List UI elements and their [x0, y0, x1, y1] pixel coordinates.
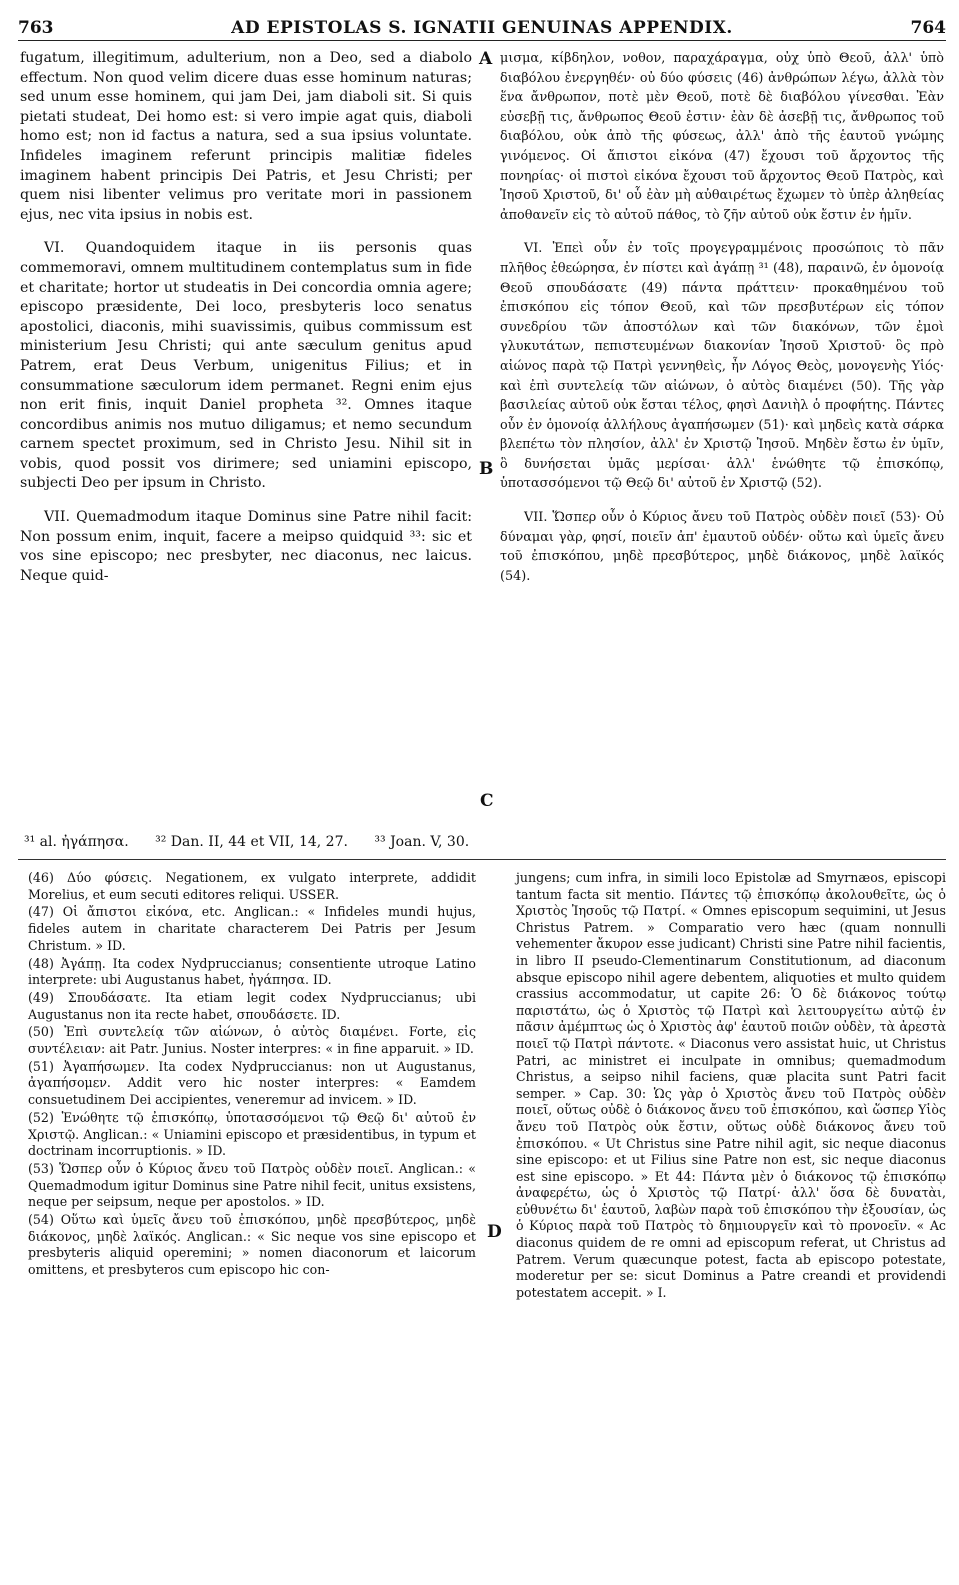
footnote: (46) Δύο φύσεις. Negationem, ex vulgato interprete, addidit Morelius, et eum secuti editores reliqui. USSER.	[28, 870, 476, 902]
margin-marker-a: A	[479, 49, 493, 69]
footnote: (47) Οἱ ἄπιστοι εἰκόνα, etc. Anglican.: « Infideles mundi hujus, fideles autem in charitate characterem Dei Patris per Jesum Christum. » ID.	[28, 904, 476, 953]
footnote: (53) Ὥσπερ οὖν ὁ Κύριος ἄνευ τοῦ Πατρὸς οὐδὲν ποιεῖ. Anglican.: « Quemadmodum igitur Dominus sine Patre nihil fecit, unitus exsistens, neque per seipsum, neque per apostolos. » ID.	[28, 1160, 476, 1210]
page	[18, 10, 946, 1575]
footnote-continuation: jungens; cum infra, in simili loco Epistolæ ad Smyrnæos, episcopi tantum facta sit mentio. Πάντες τῷ ἐπισκόπῳ ἀκολουθεῖτε, ὡς ὁ Χριστὸς Ἰησοῦς τῷ Πατρί. « Omnes episcopum sequimini, ut Jesus Christus Patrem. » Comparatio vero hæc (quam nonnulli vehementer ἄκυρον esse judicant) Christi sine Patre nihil facientis, in libro II pseudo-Clementinarum Constitutionum, ad diaconum absque episcopo nihil agere debentem, aliquoties et multo quidem crassius accommodatur, ut capite 26: Ὁ δὲ διάκονος τούτῳ παριστάτω, ὡς ὁ Χριστὸς τῷ Πατρὶ καὶ λειτουργείτω αὐτῷ ἐν πᾶσιν ἀμέμπτως ὡς ὁ Χριστὸς ἀφ' ἑαυτοῦ ποιῶν οὐδὲν, τὰ ἀρεστὰ ποιεῖ τῷ Πατρὶ πάντοτε. « Diaconus vero assistat huic, ut Christus Patri, ac ministret ei inculpate in omnibus; quemadmodum Christus, a seipso nihil faciens, quæ placita sunt Patri facit semper. » Cap. 30: Ὡς γὰρ ὁ Χριστὸς ἄνευ τοῦ Πατρὸς οὐδὲν ποιεῖ, οὕτως οὐδὲ ὁ διάκονος ἄνευ τοῦ ἐπισκόπου, καὶ ὥσπερ Υἱὸς ἄνευ τοῦ Πατρὸς οὐκ ἔστιν, οὕτως οὐδὲ διάκονος ἄνευ τοῦ ἐπισκόπου. « Ut Christus sine Patre nihil agit, sic neque diaconus sine episcopo: et ut Filius sine Patre non est, sic neque diaconus est sine episcopo. » Et 44: Πάντα μὲν ὁ διάκονος τῷ ἐπισκόπῳ ἀναφερέτω, ὡς ὁ Χριστὸς τῷ Πατρί· ἀλλ' ὅσα δὲ δυνατὰι, εὐθυνέτω δι' ἑαυτοῦ, λαβὼν παρὰ τοῦ ἐπισκόπου τὴν ἐξουσίαν, ὡς ὁ Κύριος παρὰ τοῦ Πατρὸς τὸ δημιουργεῖν καὶ τὸ προνοεῖν. « Ac diaconus quidem de re omni ad episcopum referat, ut Christus ad Patrem. Verum quæcunque potest, facta ab episcopo potestate, moderetur per se: sicut Dominus a Patre creandi et providendi potestatem accepit. » I.	[516, 870, 946, 1300]
footnote: (54) Οὕτω καὶ ὑμεῖς ἄνευ τοῦ ἐπισκόπου, μηδὲ πρεσβύτερος, μηδὲ διάκονος, μηδὲ λαϊκός. Anglican.: « Sic neque vos sine episcopo et presbyteris aliquid operemini; » nomen diaconorum et laicorum omittens, et presbyteros cum episcopo hic con-	[28, 1212, 476, 1278]
reference-note: ³² Dan. II, 44 et VII, 14, 27.	[155, 834, 348, 850]
page-number-right: 764	[910, 18, 946, 38]
reference-notes	[18, 831, 946, 860]
margin-marker-b: B	[479, 459, 494, 479]
greek-paragraph: VII. Ὥσπερ οὖν ὁ Κύριος ἄνευ τοῦ Πατρὸς οὐδὲν ποιεῖ (53)· Οὐ δύναμαι γὰρ, φησί, ποιεῖν ἀπ' ἐμαυτοῦ οὐδέν· οὕτω καὶ ὑμεῖς ἄνευ τοῦ ἐπισκόπου, μηδὲ πρεσβύτερος, μηδὲ διάκονος, μηδὲ λαϊκός (54).	[500, 510, 944, 584]
latin-column	[20, 49, 472, 600]
main-text	[18, 49, 946, 831]
footnotes-right-column	[516, 870, 946, 1301]
footnote: (51) Ἀγαπήσωμεν. Ita codex Nydpruccianus: non ut Augustanus, ἀγαπήσομεν. Addit vero hic noster interpres: « Eamdem consuetudinem Dei accipientes, veneremur ad invicem. » ID.	[28, 1058, 476, 1108]
page-header	[18, 10, 946, 41]
latin-paragraph: fugatum, illegitimum, adulterium, non a Deo, sed a diabolo effectum. Non quod velim dicere duas esse hominum naturas; sed unum esse hominem, qui jam Dei, jam diaboli sit. Si quis pietati studeat, Dei homo est: si vero impie agat quis, diaboli homo est; non id factus a natura, sed a sua ipsius voluntate. Infideles imaginem referunt principis malitiæ fideles imaginem habent principis Dei Patris, et Jesu Christi; per quem nisi libenter velimus pro veritate mori in passionem ejus, nec vita ipsius in nobis est.	[20, 50, 472, 223]
footnotes	[18, 870, 946, 1560]
running-title: AD EPISTOLAS S. IGNATII GENUINAS APPENDIX.	[231, 18, 733, 38]
footnote: (52) Ἑνώθητε τῷ ἐπισκόπῳ, ὑποτασσόμενοι τῷ Θεῷ δι' αὐτοῦ ἐν Χριστῷ. Anglican.: « Uniamini episcopo et præsidentibus, in typum et doctrinam incorruptionis. » ID.	[28, 1109, 476, 1159]
reference-note: ³³ Joan. V, 30.	[374, 834, 470, 850]
page-number-left: 763	[18, 18, 54, 38]
greek-column	[500, 49, 944, 600]
footnote: (49) Σπουδάσατε. Ita etiam legit codex Nydpruccianus; ubi Augustanus non ita recte habet, σπουδάσετε. ID.	[28, 989, 476, 1022]
greek-paragraph: μισμα, κίβδηλον, νοθον, παραχάραγμα, οὐχ ὑπὸ Θεοῦ, ἀλλ' ὑπὸ διαβόλου ἐνεργηθέν· οὐ δύο φύσεις (46) ἀνθρώπων λέγω, ἀλλὰ τὸν ἕνα ἄνθρωπον, ποτὲ μὲν Θεοῦ, ποτὲ δὲ διαβόλου γίνεσθαι. Ἐὰν εὐσεβῇ τις, ἄνθρωπος Θεοῦ ἐστιν· ἐὰν δὲ ἀσεβῇ τις, ἄνθρωπος τοῦ διαβόλου, οὐκ ἀπὸ τῆς φύσεως, ἀλλ' ἀπὸ τῆς ἑαυτοῦ γνώμης γινόμενος. Οἱ ἄπιστοι εἰκόνα (47) ἔχουσι τοῦ ἄρχοντος τῆς πονηρίας· οἱ πιστοὶ εἰκόνα ἔχουσι τοῦ ἄρχοντος Θεοῦ Πατρὸς, καὶ Ἰησοῦ Χριστοῦ, δι' οὗ ἐὰν μὴ αὐθαιρέτως ἔχωμεν τὸ ὑπὲρ ἀληθείας ἀποθανεῖν εἰς τὸ αὐτοῦ πάθος, τὸ ζῆν αὐτοῦ οὐκ ἔστιν ἐν ἡμῖν.	[500, 51, 944, 223]
footnotes-left-column	[28, 870, 476, 1280]
footnote: (48) Ἀγάπῃ. Ita codex Nydpruccianus; consentiente utroque Latino interprete: ubi Augustanus habet, ἠγάπησα. ID.	[28, 955, 476, 988]
latin-paragraph: VII. Quemadmodum itaque Dominus sine Patre nihil facit: Non possum enim, inquit, facere a meipso quidquid ³³: sic et vos sine episcopo; nec presbyter, nec diaconus, nec laicus. Neque quid-	[20, 509, 472, 584]
latin-paragraph: VI. Quandoquidem itaque in iis personis quas commemoravi, omnem multitudinem contemplatus sum in fide et charitate; hortor ut studeatis in Dei concordia omnia agere; episcopo præsidente, Dei loco, presbyteris loco senatus apostolici, diaconis, mihi suavissimis, quibus commissum est ministerium Jesu Christi; qui ante sæculum genitus apud Patrem, erat Deus Verbum, unigenitus Filius; et in consummatione sæculorum idem permanet. Regni enim ejus non erit finis, inquit Daniel propheta ³². Omnes itaque concordibus animis nos mutuo diligamus; et nemo secundum carnem spectet proximum, sed in Christo Jesu. Nihil sit in vobis, quod possit vos dirimere; sed uniamini episcopo, subjecti Deo per ipsum in Christo.	[20, 240, 472, 492]
margin-marker-c: C	[480, 791, 494, 811]
greek-paragraph: VI. Ἐπεὶ οὖν ἐν τοῖς προγεγραμμένοις προσώποις τὸ πᾶν πλῆθος ἐθεώρησα, ἐν πίστει καὶ ἀγάπῃ ³¹ (48), παραινῶ, ἐν ὁμονοίᾳ Θεοῦ σπουδάσατε (49) πάντα πράττειν· προκαθημένου τοῦ ἐπισκόπου εἰς τόπον Θεοῦ, καὶ τῶν πρεσβυτέρων εἰς τόπον συνεδρίου τῶν ἀποστόλων καὶ τῶν διακόνων, τῶν ἐμοὶ γλυκυτάτων, πεπιστευμένων διακονίαν Ἰησοῦ Χριστοῦ· ὃς πρὸ αἰώνος παρὰ τῷ Πατρὶ γεννηθεὶς, ἦν Λόγος Θεὸς, μονογενὴς Υἱός· καὶ ἐπὶ συντελείᾳ τῶν αἰώνων, ὁ αὐτὸς διαμένει (50). Τῆς γὰρ βασιλείας αὐτοῦ οὐκ ἔσται τέλος, φησὶ Δανιὴλ ὁ προφήτης. Πάντες οὖν ἐν ὁμονοίᾳ ἀλλήλους ἀγαπήσωμεν (51)· καὶ μηδεὶς κατὰ σάρκα βλεπέτω τὸν πλησίον, ἀλλ' ἐν Χριστῷ Ἰησοῦ. Μηδὲν ἔστω ἐν ὑμῖν, ὃ δυνήσεται ὑμᾶς μερίσαι· ἀλλ' ἑνώθητε τῷ ἐπισκόπῳ, ὑποτασσόμενοι τῷ Θεῷ δι' αὐτοῦ ἐν Χριστῷ (52).	[500, 241, 944, 492]
margin-marker-d: D	[487, 1222, 502, 1242]
footnote: (50) Ἐπὶ συντελείᾳ τῶν αἰώνων, ὁ αὐτὸς διαμένει. Forte, εἰς συντέλειαν: ait Patr. Junius. Noster interpres: « in fine apparuit. » ID.	[28, 1024, 476, 1057]
reference-note: ³¹ al. ἠγάπησα.	[24, 834, 129, 850]
